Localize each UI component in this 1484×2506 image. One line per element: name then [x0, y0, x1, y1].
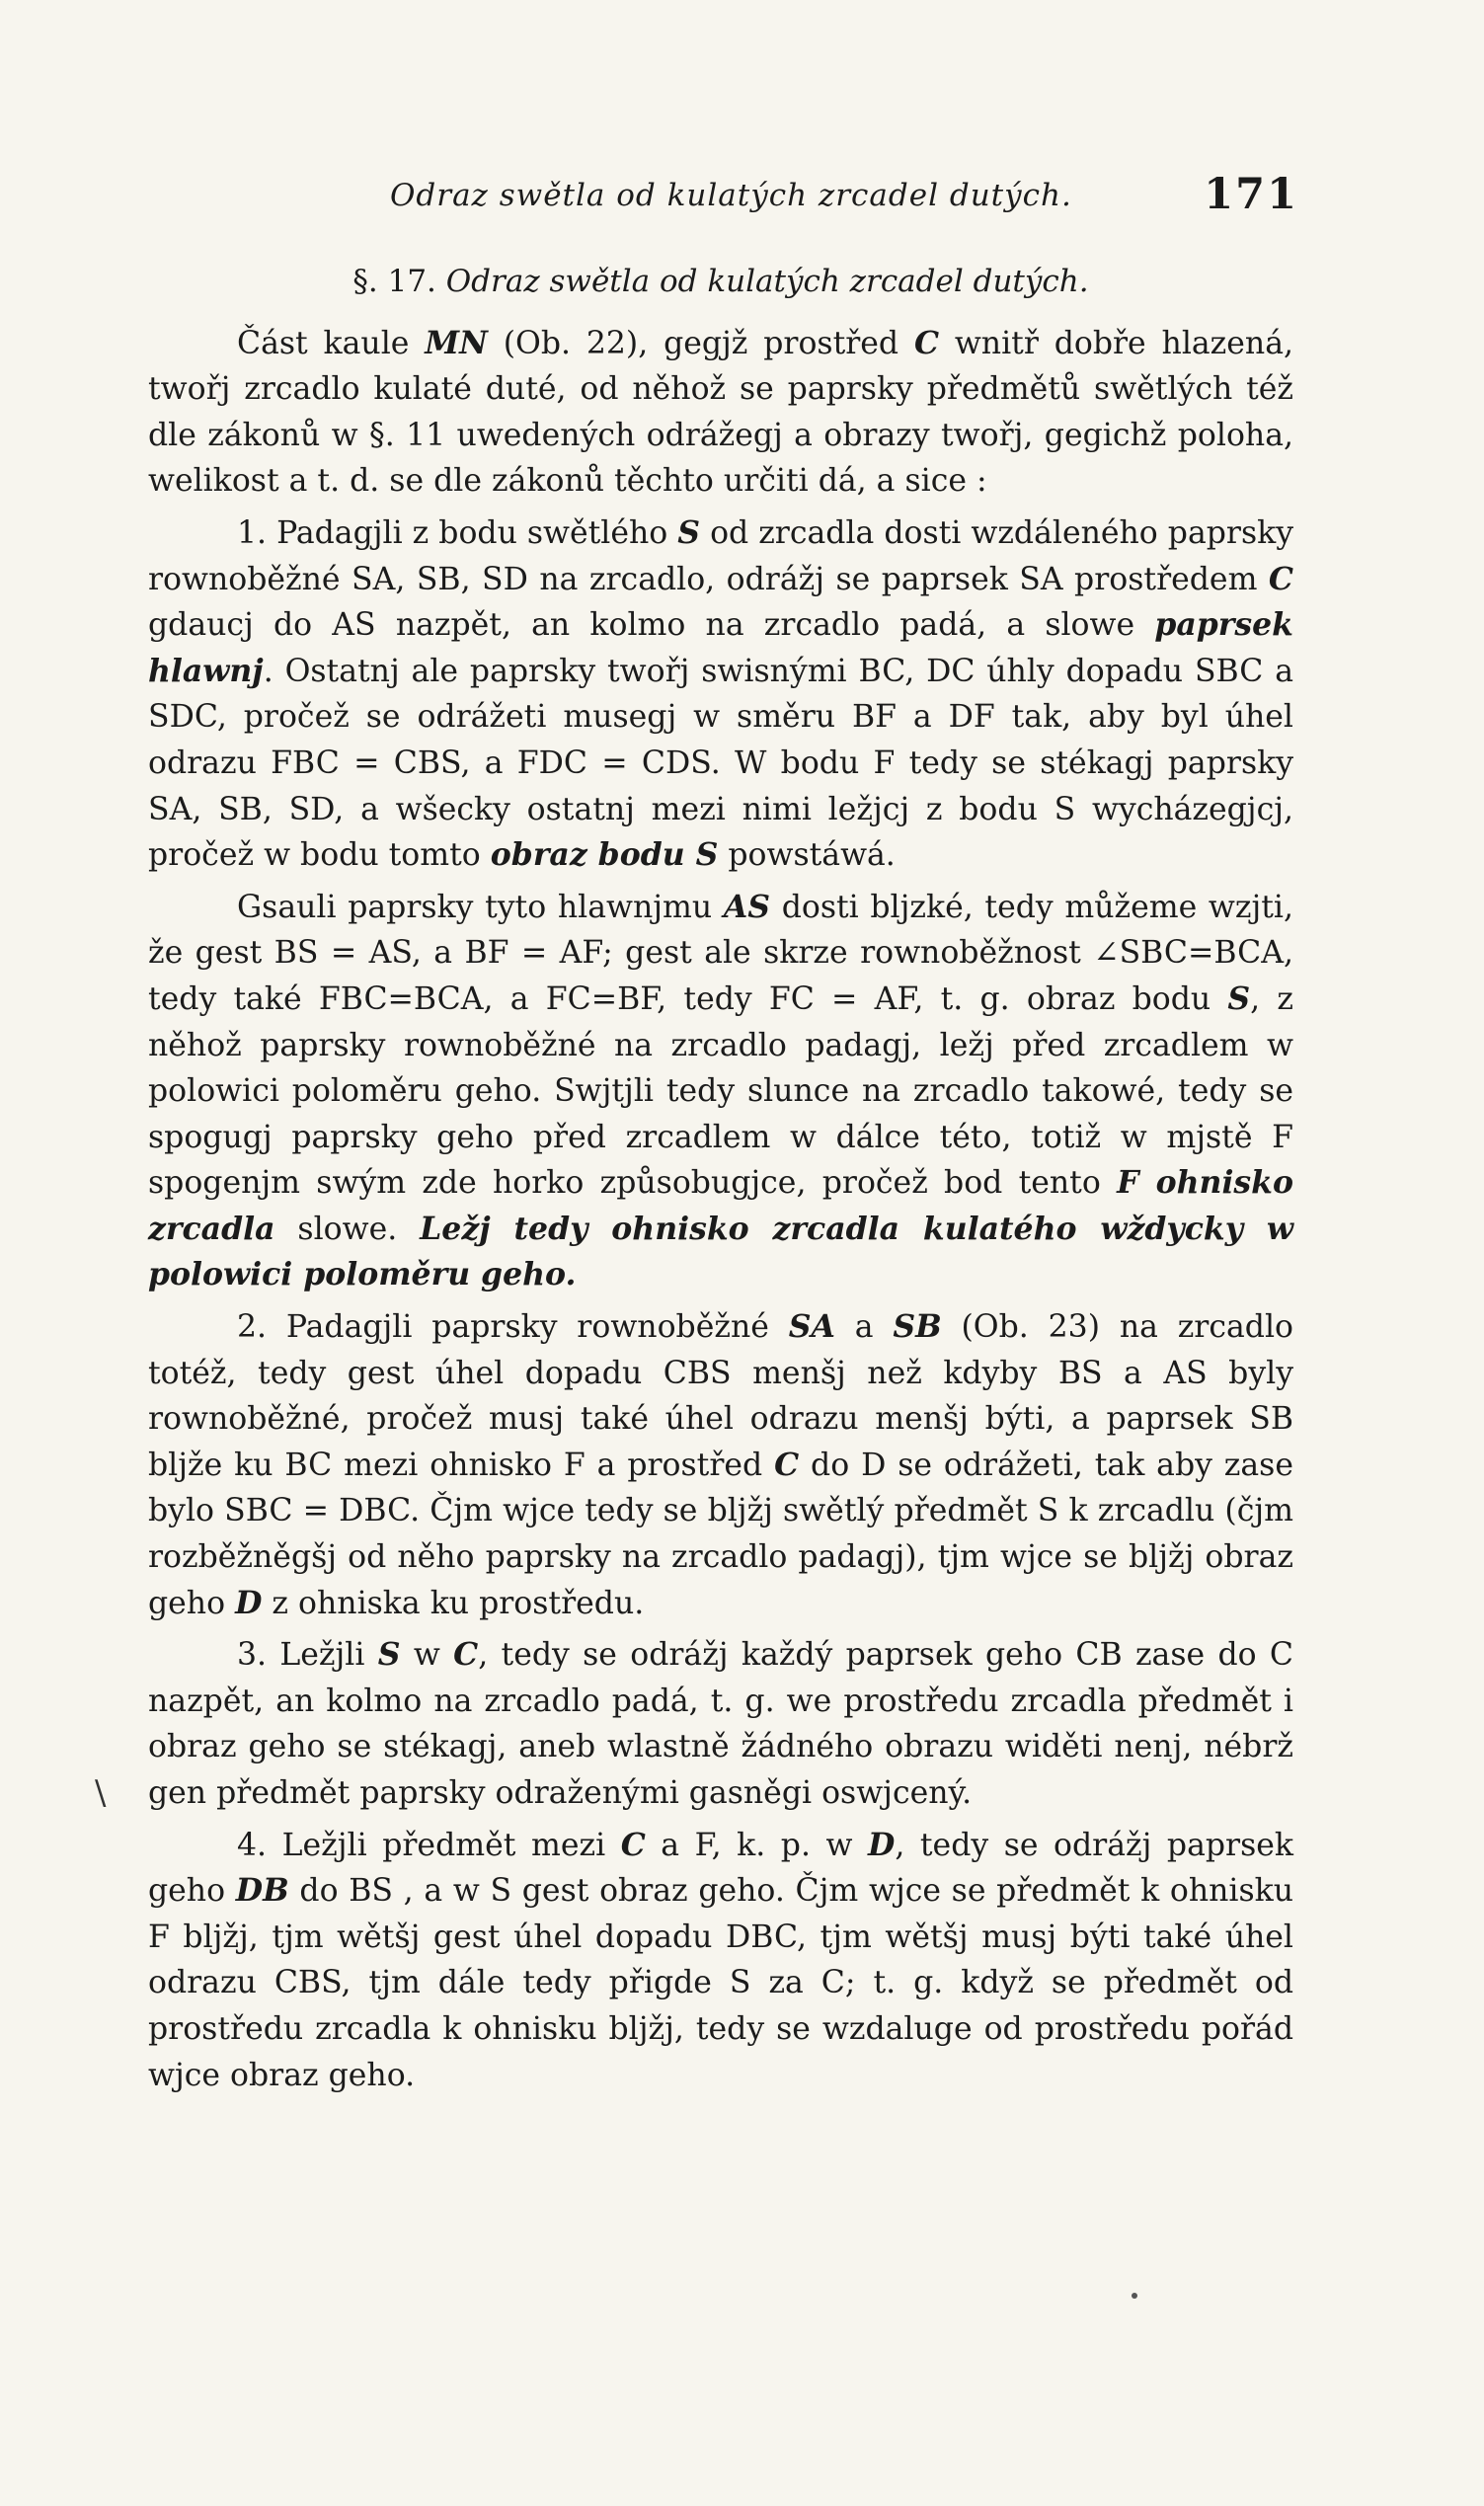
text-segment: Gsauli paprsky tyto hlawnjmu [237, 889, 724, 925]
running-title: Odraz swětla od kulatých zrcadel dutých. [390, 178, 1072, 213]
text-segment: D [868, 1826, 896, 1863]
text-segment: 4. Ležjli předmět mezi [237, 1827, 621, 1863]
text-segment: C [620, 1826, 646, 1863]
page-number: 171 [1204, 170, 1298, 219]
text-segment: Ležj tedy ohnisko zrcadla kulatého wždycky w polowici poloměru geho. [148, 1210, 1293, 1293]
text-segment: slowe. [274, 1211, 421, 1247]
text-segment: (Ob. 22), gegjž prostřed [487, 325, 914, 361]
text-segment: 1. Padagjli z bodu swětlého [237, 514, 678, 551]
text-segment: C [453, 1636, 479, 1674]
text-segment: C [1268, 560, 1293, 597]
text-segment: DB [235, 1872, 289, 1910]
text-segment: 3. Ležjli [237, 1637, 378, 1674]
text-segment: AS [723, 888, 771, 925]
text-segment: S [677, 513, 701, 551]
paragraph-point-2 [148, 1304, 1293, 1626]
text-segment: MN [425, 324, 488, 361]
text-segment: C [913, 324, 940, 361]
text-segment: Část kaule [237, 325, 426, 361]
text-segment: S [377, 1636, 401, 1674]
paragraph-point-1 [148, 510, 1293, 879]
text-segment: od zrcadla dosti wzdáleného paprsky rownoběžné SA, SB, SD na zrcadlo, odrážj se paprsek SA prostředem [148, 514, 1293, 597]
text-segment: do BS , a w S gest obraz geho. Čjm wjce se předmět k ohnisku F bljžj, tjm wětšj gest úhel dopadu DBC, tjm wětšj musj býti také úhel odrazu CBS, tjm dále tedy přigde S za C; t. g. když se předmět od prostředu zrcadla k ohnisku bljžj, tedy se wzdaluge od prostředu pořád wjce obraz geho. [148, 1873, 1294, 2093]
text-segment: C [774, 1446, 800, 1483]
text-segment: , tedy se odrážj paprsek geho [148, 1827, 1293, 1910]
text-segment: D [235, 1584, 263, 1621]
text-segment: wnitř dobře hlazená, twořj zrcadlo kulaté duté, od něhož se paprsky předmětů swětlých též dle zákonů w §. 11 uwedených odrážegj a obrazy twořj, gegichž poloha, welikost a t. d. se dle zákonů těchto určiti dá, a sice : [148, 325, 1293, 500]
text-segment: , z něhož paprsky rownoběžné na zrcadlo padagj, ležj před zrcadlem w polowici poloměru geho. Swjtjli tedy slunce na zrcadlo takowé, tedy se spogugj paprsky geho před zrcadlem w dálce této, totiž w mjstě F spogenjm swým zde horko způsobugjce, pročež bod tento [148, 980, 1293, 1202]
text-segment: (Ob. 23) na zrcadlo totéž, tedy gest úhel dopadu CBS menšj než kdyby BS a AS byly rownoběžné, pročež musj také úhel odrazu menšj býti, a paprsek SB bljže ku BC mezi ohnisko F a prostřed [148, 1309, 1293, 1483]
text-segment: , tedy se odrážj každý paprsek geho CB zase do C nazpět, an kolmo na zrcadlo padá, t. g. we prostředu zrcadla předmět i obraz geho se stékagj, aneb wlastně žádného obrazu widěti nenj, nébrž gen předmět paprsky odraženými gasněgi oswjcený. [148, 1637, 1293, 1811]
text-segment: obraz bodu S [490, 836, 719, 874]
paragraph-point-4 [148, 1823, 1293, 2099]
text-segment: powstáwá. [718, 837, 896, 874]
text-segment: SA [788, 1308, 835, 1346]
text-block [148, 259, 1293, 2098]
section-title: Odraz swětla od kulatých zrcadel dutých. [445, 264, 1089, 299]
text-segment: paprsek hlawnj [148, 606, 1293, 689]
text-segment: do D se odrážeti, tak aby zase bylo SBC = DBC. Čjm wjce tedy se bljžj swětlý předmět S k zrcadlu (čjm rozběžněgšj od něho paprsky na zrcadlo padagj), tjm wjce se bljžj obraz geho [148, 1447, 1293, 1621]
paragraph-point-3 [148, 1632, 1293, 1816]
text-segment: . Ostatnj ale paprsky twořj swisnými BC, DC úhly dopadu SBC a SDC, pročež se odrážeti musegj w směru BF a DF tak, aby byl úhel odrazu FBC = CBS, a FDC = CDS. W bodu F tedy se stékagj paprsky SA, SB, SD, a wšecky ostatnj mezi nimi ležjcj z bodu S wycházegjcj, pročež w bodu tomto [148, 653, 1293, 874]
text-segment: SB [893, 1308, 942, 1346]
margin-pencil-mark: \ [95, 1773, 107, 1813]
section-heading [148, 259, 1293, 305]
text-segment: z ohniska ku prostředu. [262, 1585, 645, 1621]
text-segment: S [1227, 979, 1251, 1017]
text-segment: F ohnisko zrcadla [148, 1164, 1293, 1247]
text-segment: dosti bljzké, tedy můžeme wzjti, že gest BS = AS, a BF = AF; gest ale skrze rownoběžnost ∠SBC=BCA, tedy také FBC=BCA, a FC=BF, tedy FC = AF, t. g. obraz bodu [148, 889, 1293, 1017]
text-segment: gdaucj do AS nazpět, an kolmo na zrcadlo padá, a slowe [148, 607, 1155, 644]
text-segment: a [834, 1309, 894, 1346]
text-segment: a F, k. p. w [645, 1827, 869, 1863]
paragraph-focal-point [148, 885, 1293, 1298]
ink-dot [1132, 2293, 1137, 2299]
text-segment: 2. Padagjli paprsky rownoběžné [237, 1309, 789, 1346]
section-number: §. 17. [352, 264, 436, 299]
running-head [390, 170, 1298, 229]
text-segment: w [400, 1637, 454, 1674]
paragraph-intro [148, 321, 1293, 505]
